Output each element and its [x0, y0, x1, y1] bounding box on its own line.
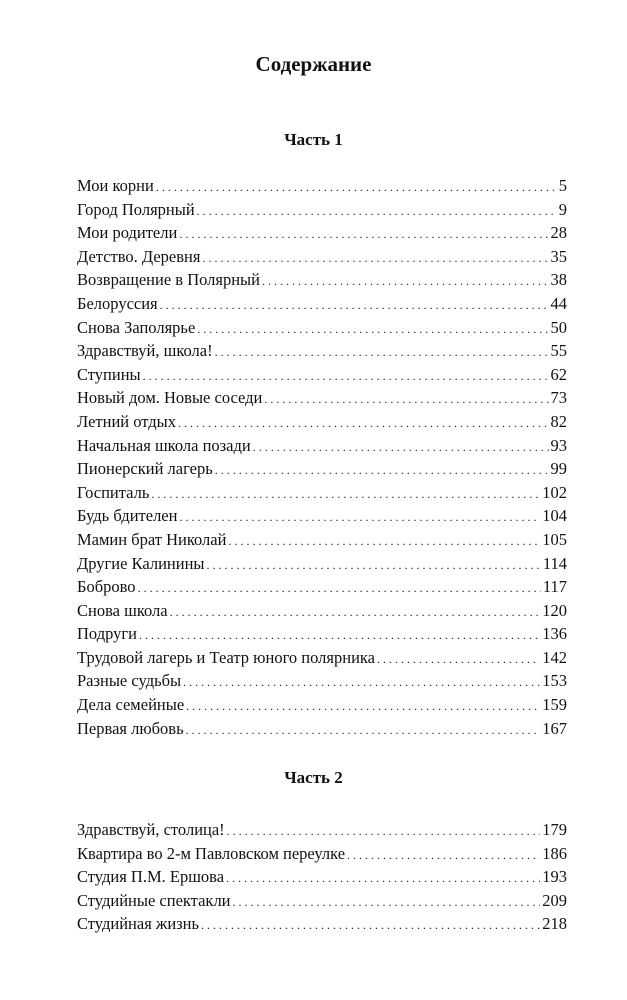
toc-entry-title: Разные судьбы — [77, 671, 182, 691]
toc-entry-page-number: 120 — [542, 600, 567, 620]
dot-leader — [179, 504, 540, 530]
toc-entry — [77, 198, 567, 222]
toc-entry-title: Возвращение в Полярный — [77, 270, 260, 290]
toc-entry-page-number: 55 — [550, 341, 567, 361]
toc-entry — [77, 174, 567, 198]
dot-leader — [215, 457, 549, 483]
toc-entry-page-number: 193 — [542, 867, 567, 887]
toc-entry — [77, 669, 567, 693]
dot-leader — [201, 912, 540, 938]
toc-entry-title: Подруги — [77, 624, 137, 644]
toc-entry-page-number: 179 — [542, 820, 567, 839]
toc-entry-title: Дела семейные — [77, 695, 185, 715]
toc-entry — [77, 693, 567, 717]
dot-leader — [197, 198, 557, 224]
toc-entry — [77, 622, 567, 646]
part-1-heading: Часть 1 — [284, 130, 343, 149]
toc-entry-page-number: 186 — [542, 843, 567, 863]
toc-entry-title: Студия П.М. Ершова — [77, 867, 225, 887]
dot-leader — [186, 717, 541, 743]
toc-entry — [77, 504, 567, 528]
toc-entry-page-number: 82 — [550, 411, 567, 431]
toc-entry-page-number: 38 — [550, 270, 567, 290]
toc-entry — [77, 889, 567, 913]
dot-leader — [186, 693, 540, 719]
toc-entry — [77, 599, 567, 623]
dot-leader — [183, 669, 540, 695]
toc-entry-title: Госпиталь — [77, 482, 150, 502]
dot-leader — [197, 316, 548, 342]
dot-leader — [202, 245, 548, 271]
toc-entry-page-number: 105 — [542, 529, 567, 549]
toc-entry — [77, 316, 567, 340]
toc-entry-page-number: 159 — [542, 695, 567, 715]
toc-entry — [77, 528, 567, 552]
dot-leader — [139, 622, 540, 648]
part-2-toc-list — [77, 818, 567, 936]
toc-entry-title: Здравствуй, столица! — [77, 820, 225, 839]
toc-entry-page-number: 153 — [542, 671, 567, 691]
dot-leader — [178, 410, 549, 436]
dot-leader — [377, 646, 540, 672]
toc-entry-page-number: 136 — [542, 624, 567, 644]
toc-entry-page-number: 5 — [558, 176, 567, 195]
toc-entry-page-number: 73 — [550, 388, 567, 408]
dot-leader — [347, 842, 540, 868]
dot-leader — [228, 528, 540, 554]
toc-entry-page-number: 28 — [550, 223, 567, 243]
dot-leader — [233, 889, 541, 915]
dot-leader — [160, 292, 549, 318]
toc-entry-page-number: 62 — [550, 364, 567, 384]
toc-entry-title: Другие Калинины — [77, 553, 205, 573]
toc-entry — [77, 292, 567, 316]
toc-entry-page-number: 114 — [542, 553, 567, 573]
toc-entry-page-number: 44 — [550, 293, 567, 313]
toc-entry-page-number: 218 — [542, 914, 567, 934]
toc-entry-title: Детство. Деревня — [77, 246, 201, 266]
toc-entry-page-number: 35 — [550, 246, 567, 266]
dot-leader — [138, 575, 541, 601]
toc-entry-title: Боброво — [77, 577, 136, 597]
toc-entry — [77, 386, 567, 410]
page-title: Содержание — [255, 52, 372, 76]
toc-entry-title: Трудовой лагерь и Театр юного полярника — [77, 647, 375, 667]
dot-leader — [227, 818, 541, 844]
toc-entry — [77, 481, 567, 505]
dot-leader — [206, 552, 540, 578]
dot-leader — [262, 268, 549, 294]
toc-entry-title: Летний отдых — [77, 411, 176, 431]
toc-entry-page-number: 142 — [542, 647, 567, 667]
toc-entry — [77, 552, 567, 576]
dot-leader — [215, 339, 549, 365]
toc-entry-title: Студийная жизнь — [77, 914, 200, 934]
toc-entry-title: Ступины — [77, 364, 141, 384]
toc-entry — [77, 221, 567, 245]
toc-entry — [77, 646, 567, 670]
toc-entry-title: Квартира во 2-м Павловском переулке — [77, 843, 346, 863]
toc-entry-title: Пионерский лагерь — [77, 459, 213, 479]
dot-leader — [264, 386, 548, 412]
toc-entry — [77, 363, 567, 387]
toc-entry-page-number: 209 — [542, 890, 567, 910]
toc-entry — [77, 912, 567, 936]
toc-entry — [77, 818, 567, 842]
dot-leader — [151, 481, 540, 507]
dot-leader — [143, 363, 549, 389]
toc-entry — [77, 457, 567, 481]
toc-entry-title: Новый дом. Новые соседи — [77, 388, 263, 408]
toc-entry — [77, 434, 567, 458]
toc-entry-page-number: 99 — [550, 459, 567, 479]
toc-entry-page-number: 167 — [542, 718, 567, 738]
toc-entry — [77, 410, 567, 434]
toc-entry — [77, 339, 567, 363]
toc-entry-title: Здравствуй, школа! — [77, 341, 213, 361]
part-1-toc-list — [77, 174, 567, 740]
part-2-heading: Часть 2 — [284, 768, 343, 787]
toc-entry-page-number: 9 — [558, 199, 567, 219]
dot-leader — [179, 221, 548, 247]
toc-entry-title: Мамин брат Николай — [77, 529, 227, 549]
toc-entry-title: Мои корни — [77, 176, 154, 195]
dot-leader — [170, 599, 541, 625]
dot-leader — [156, 174, 557, 200]
toc-entry-title: Белоруссия — [77, 293, 158, 313]
toc-entry-page-number: 117 — [542, 577, 567, 597]
toc-entry — [77, 842, 567, 866]
toc-entry-title: Снова Заполярье — [77, 317, 196, 337]
toc-entry-title: Город Полярный — [77, 199, 195, 219]
toc-entry-page-number: 93 — [550, 435, 567, 455]
toc-entry — [77, 245, 567, 269]
toc-entry-title: Снова школа — [77, 600, 168, 620]
toc-entry — [77, 575, 567, 599]
toc-entry-page-number: 104 — [542, 506, 567, 526]
toc-entry — [77, 717, 567, 741]
toc-entry — [77, 268, 567, 292]
dot-leader — [226, 865, 540, 891]
toc-entry-page-number: 102 — [542, 482, 567, 502]
toc-entry-title: Мои родители — [77, 223, 178, 243]
toc-entry-title: Первая любовь — [77, 718, 184, 738]
dot-leader — [253, 434, 549, 460]
toc-entry — [77, 865, 567, 889]
toc-entry-page-number: 50 — [550, 317, 567, 337]
toc-entry-title: Будь бдителен — [77, 506, 178, 526]
toc-entry-title: Студийные спектакли — [77, 890, 231, 910]
toc-entry-title: Начальная школа позади — [77, 435, 251, 455]
